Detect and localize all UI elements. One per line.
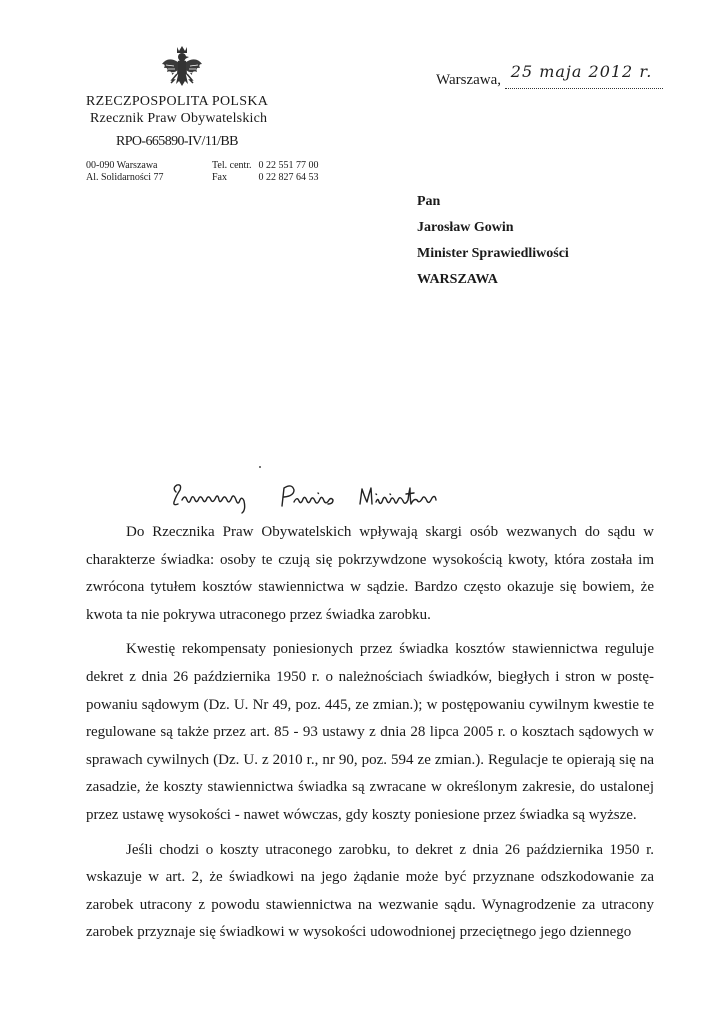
fax-label: Fax	[212, 172, 227, 183]
recipient-line-4: WARSZAWA	[417, 272, 498, 287]
recipient-line-2: Jarosław Gowin	[417, 220, 514, 235]
recipient-line-1: Pan	[417, 194, 441, 209]
sender-address	[86, 160, 164, 184]
handwritten-salutation	[170, 480, 490, 516]
phone-row	[212, 160, 319, 172]
reference-number: RPO-665890-IV/11/BB	[116, 134, 238, 149]
address-line-1: 00-090 Warszawa	[86, 160, 158, 171]
country-name: RZECZPOSPOLITA POLSKA	[86, 94, 269, 109]
place-and-date	[436, 62, 663, 89]
fax-row	[212, 172, 319, 184]
polish-eagle-icon	[160, 44, 204, 90]
body-paragraph-1: Do Rzecznika Praw Obywatelskich wpływają skargi osób wezwanych do sądu w charakterze świadka: osoby te czują się pokrzywdzone wysokością kwoty, która została im zwrócona tytułem kosztów stawiennictwa w sądzie. Bardzo często okazuje się bowiem, że kwota ta nie pokrywa utraconego przez świadka zarobku.	[86, 524, 654, 623]
date-line	[505, 62, 663, 89]
sender-contacts	[212, 160, 319, 184]
place: Warszawa,	[436, 72, 502, 88]
phone-value: 0 22 551 77 00	[258, 160, 319, 171]
address-line-2: Al. Solidarności 77	[86, 172, 164, 183]
phone-label: Tel. centr.	[212, 160, 252, 171]
scan-dot	[259, 466, 261, 468]
body-paragraph-2: Kwestię rekompensaty poniesionych przez świadka kosztów stawiennictwa reguluje dekret z dnia 26 października 1950 r. o należnościach świadków, biegłych i stron w postępowaniu sądowym (Dz. U. Nr 49, poz. 445, ze zmian.); w postępowaniu cywilnym kwestie te regulowane są także przez art. 85 - 93 ustawy z dnia 28 lipca 2005 r. o kosztach sądowych w sprawach cywilnych (Dz. U. z 2010 r., nr 90, poz. 594 ze zmian.). Regulacje te opierają się na zasadzie, że koszty stawiennictwa świadka są zwracane w określonym zakresie, do ustalonej przez ustawę wysokości - nawet wówczas, gdy koszty poniesione przez świadka są wyższe.	[86, 641, 654, 823]
recipient-block	[417, 189, 569, 293]
body-paragraph-3: Jeśli chodzi o koszty utraconego zarobku, to dekret z dnia 26 października 1950 r. wskazuje w art. 2, że świadkowi na jego żądanie może być przyznane odszkodowanie za zarobek utracony z powodu stawiennictwa na wezwanie sądu. Wynagrodzenie za utracony zarobek przyznaje się świadkowi w wysokości udowodnionej przeciętnego jego dziennego	[86, 841, 654, 941]
handwritten-date: 25 maja 2012 r.	[510, 62, 653, 81]
office-name: Rzecznik Praw Obywatelskich	[90, 111, 268, 126]
recipient-line-3: Minister Sprawiedliwości	[417, 246, 569, 261]
letter-body	[86, 519, 654, 954]
fax-value: 0 22 827 64 53	[258, 172, 319, 183]
